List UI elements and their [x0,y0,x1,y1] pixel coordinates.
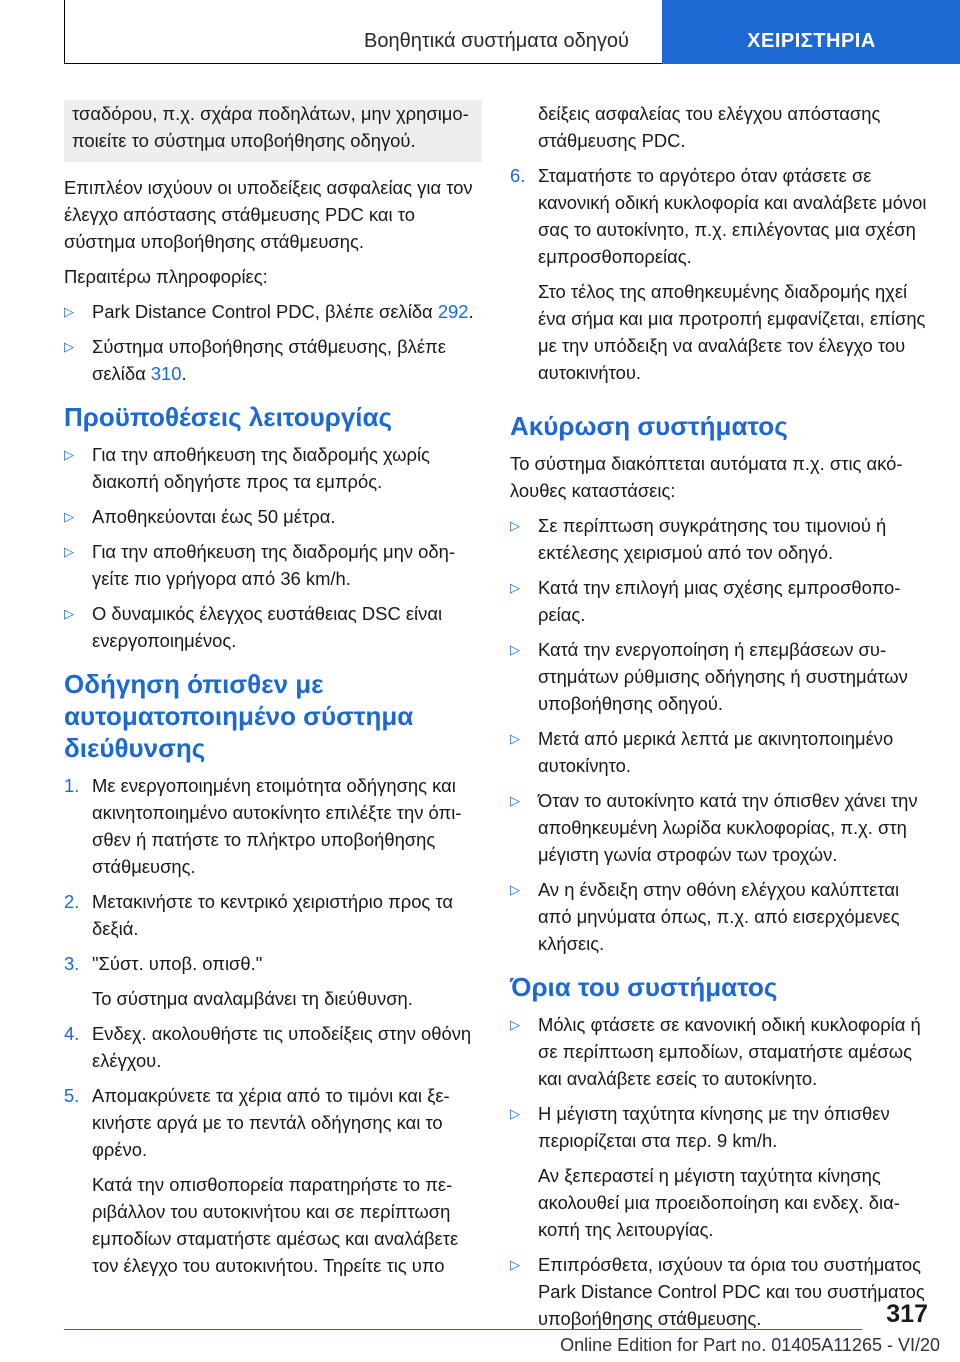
triangle-bullet-icon: ▷ [510,882,520,897]
intro-paragraph: Επιπλέον ισχύουν οι υποδείξεις ασφαλείας για τον έλεγχο απόστασης στάθμευσης PDC και το σύστημα υποβοήθησης στάθμευσης. [64,177,473,252]
step-item: 5. Απομακρύνετε τα χέρια από το τιμόνι και ξεκινήστε αργά με το πεντάλ οδήγησης και το φρένο. Κατά την οπισθοπορεία παρατηρήστε το περιβάλλον του αυτοκινήτου και σε περίπτωση εμποδίων σταματήστε αμέσως και αναλάβετε τον έλεγχο του αυτοκινήτου. Τηρείτε τις υπο [64,1082,482,1279]
right-column [510,100,928,1340]
warning-note-text: τσαδόρου, π.χ. σχάρα ποδηλάτων, μην χρησιμοποιείτε το σύστημα υποβοήθησης οδηγού. [72,103,469,151]
step-number: 6. [510,165,526,186]
list-item: ▷ Park Distance Control PDC, βλέπε σελίδα 292. [64,298,482,325]
section-heading-limits: Όρια του συστήματος [510,972,778,1002]
more-info-label: Περαιτέρω πληροφορίες: [64,266,268,287]
list-item: ▷ Κατά την ενεργοποίηση ή επεμβάσεων συστημάτων ρύθμισης οδήγησης ή συστημάτων υποβοήθησης οδηγού. [510,636,928,717]
list-item: ▷ Για την αποθήκευση της διαδρομής χωρίς διακοπή οδηγήστε προς τα εμπρός. [64,441,482,495]
list-item-detail: Αν ξεπεραστεί η μέγιστη ταχύτητα κίνησης ακολουθεί μια προειδοποίηση και ενδεχ. διακοπή της λειτουργίας. [538,1165,900,1240]
left-column [64,100,482,1287]
step-item: 1. Με ενεργοποιημένη ετοιμότητα οδήγησης και ακινητοποιημένο αυτοκίνητο επιλέξτε την όπισθεν ή πατήστε το πλήκτρο υποβοήθησης στάθμευσης. [64,772,482,880]
page-number: 317 [886,1300,928,1328]
list-item: ▷ Σε περίπτωση συγκράτησης του τιμονιού ή εκτέλεσης χειρισμού από τον οδηγό. [510,512,928,566]
step-number: 5. [64,1085,80,1106]
prerequisites-list [64,441,482,654]
triangle-bullet-icon: ▷ [510,518,520,533]
triangle-bullet-icon: ▷ [510,793,520,808]
steps-list-continued [510,162,928,386]
triangle-bullet-icon: ▷ [64,447,74,462]
triangle-bullet-icon: ▷ [510,1106,520,1121]
step-number: 3. [64,953,80,974]
cancel-list [510,512,928,957]
triangle-bullet-icon: ▷ [510,1017,520,1032]
step-item: 6. Σταματήστε το αργότερο όταν φτάσετε σε κανονική οδική κυκλοφορία και αναλάβετε μόνοι σας το αυτοκίνητο, π.χ. επιλέγοντας μια σχέση εμπροσθοπορείας. Στο τέλος της αποθηκευμένης διαδρομής ηχεί ένα σήμα και μια προτροπή εμφανίζεται, επίσης με την υπόδειξη να αναλάβετε τον έλεγχο του αυτοκινήτου. [510,162,928,386]
triangle-bullet-icon: ▷ [64,339,74,354]
step-number: 4. [64,1023,80,1044]
list-item: ▷ Μόλις φτάσετε σε κανονική οδική κυκλοφορία ή σε περίπτωση εμποδίων, σταματήστε αμέσως και αναλάβετε εσείς το αυτοκίνητο. [510,1011,928,1092]
triangle-bullet-icon: ▷ [510,580,520,595]
page-link[interactable]: 310 [150,363,182,384]
list-item: ▷ Αν η ένδειξη στην οθόνη ελέγχου καλύπτεται από μηνύματα όπως, π.χ. από εισερχόμενες κλήσεις. [510,876,928,957]
triangle-bullet-icon: ▷ [510,642,520,657]
footer-edition: Online Edition for Part no. 01405A11265 - VI/20 [560,1335,940,1355]
warning-note [64,100,482,162]
section-heading-cancel: Ακύρωση συστήματος [510,411,788,441]
step-detail: Στο τέλος της αποθηκευμένης διαδρομής ηχεί ένα σήμα και μια προτροπή εμφανίζεται, επίσης με την υπόδειξη να αναλάβετε τον έλεγχο του αυτοκινήτου. [538,281,926,383]
step-detail: Κατά την οπισθοπορεία παρατηρήστε το περιβάλλον του αυτοκινήτου και σε περίπτωση εμποδίων σταματήστε αμέσως και αναλάβετε τον έλεγχο του αυτοκινήτου. Τηρείτε τις υπο [92,1174,459,1276]
triangle-bullet-icon: ▷ [64,509,74,524]
list-item: ▷ Επιπρόσθετα, ισχύουν τα όρια του συστήματος Park Distance Control PDC και του συστήματος υποβοήθησης στάθμευσης. [510,1251,928,1332]
list-item: ▷ Μετά από μερικά λεπτά με ακινητοποιημένο αυτοκίνητο. [510,725,928,779]
list-item: ▷ Η μέγιστη ταχύτητα κίνησης με την όπισθεν περιορίζεται στα περ. 9 km/h. Αν ξεπεραστεί η μέγιστη ταχύτητα κίνησης ακολουθεί μια προειδοποίηση και ενδεχ. διακοπή της λειτουργίας. [510,1100,928,1243]
triangle-bullet-icon: ▷ [510,1257,520,1272]
header-title: Βοηθητικά συστήματα οδηγού [364,30,629,52]
step-detail: Το σύστημα αναλαμβάνει τη διεύθυνση. [92,988,413,1009]
info-list [64,298,482,387]
list-item: ▷ Για την αποθήκευση της διαδρομής μην οδηγείτε πιο γρήγορα από 36 km/h. [64,538,482,592]
triangle-bullet-icon: ▷ [64,544,74,559]
step-item: 2. Μετακινήστε το κεντρικό χειριστήριο προς τα δεξιά. [64,888,482,942]
step-number: 2. [64,891,80,912]
triangle-bullet-icon: ▷ [64,606,74,621]
step-number: 1. [64,775,80,796]
section-heading-reverse-assist: Οδήγηση όπισθεν με αυτοματοποιημένο σύστημα διεύθυνσης [64,669,414,763]
limits-list [510,1011,928,1332]
list-item: ▷ Αποθηκεύονται έως 50 μέτρα. [64,503,482,530]
continued-text: δείξεις ασφαλείας του ελέγχου απόστασης στάθμευσης PDC. [538,103,881,151]
list-item: ▷ Σύστημα υποβοήθησης στάθμευσης, βλέπε σελίδα 310. [64,333,482,387]
list-item-text: Σύστημα υποβοήθησης στάθμευσης, βλέπε σελίδα [92,336,446,384]
page-header [64,0,960,64]
list-item: ▷ Όταν το αυτοκίνητο κατά την όπισθεν χάνει την αποθηκευμένη λωρίδα κυκλοφορίας, π.χ. στη μέγιστη γωνία στροφών των τροχών. [510,787,928,868]
header-chapter-tab[interactable]: ΧΕΙΡΙΣΤΗΡΙΑ [662,0,960,64]
cancel-intro: Το σύστημα διακόπτεται αυτόματα π.χ. στις ακόλουθες καταστάσεις: [510,453,903,501]
triangle-bullet-icon: ▷ [510,731,520,746]
step-item: 4. Ενδεχ. ακολουθήστε τις υποδείξεις στην οθόνη ελέγχου. [64,1020,482,1074]
step-item: 3. "Σύστ. υποβ. οπισθ." Το σύστημα αναλαμβάνει τη διεύθυνση. [64,950,482,1012]
section-heading-prerequisites: Προϋποθέσεις λειτουργίας [64,402,393,432]
steps-list [64,772,482,1279]
list-item-text: Park Distance Control PDC, βλέπε σελίδα [92,301,438,322]
page-link[interactable]: 292 [437,301,469,322]
list-item: ▷ Κατά την επιλογή μιας σχέσης εμπροσθοπορείας. [510,574,928,628]
list-item: ▷ Ο δυναμικός έλεγχος ευστάθειας DSC είναι ενεργοποιημένος. [64,600,482,654]
triangle-bullet-icon: ▷ [64,304,74,319]
